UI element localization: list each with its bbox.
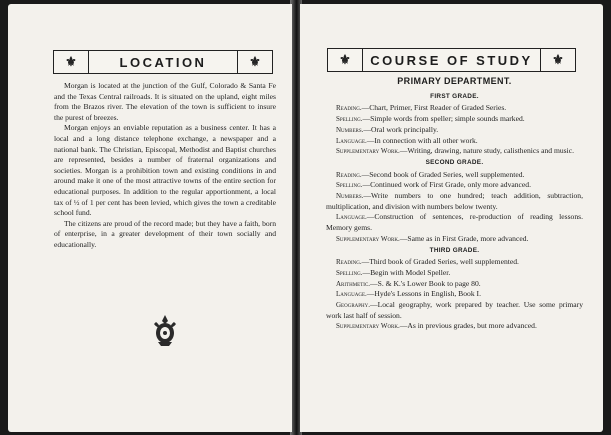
- subject-text: —Construction of sentences, re-production of reading lessons. Memory gems.: [326, 212, 583, 233]
- subject-label: Language.: [336, 290, 367, 299]
- subject-text: —In connection with all other work.: [366, 135, 478, 145]
- course-item: [326, 268, 583, 279]
- subject-text: —Continued work of First Grade, only more advanced.: [362, 180, 531, 190]
- course-item: [326, 103, 583, 114]
- fleur-de-lis-icon: ⚜: [54, 51, 89, 73]
- fleur-de-lis-icon: ⚜: [540, 49, 575, 71]
- subject-text: —Writing, drawing, nature study, calisthenics and music.: [399, 146, 575, 156]
- course-title: COURSE OF STUDY: [370, 52, 533, 68]
- location-paragraph: Morgan enjoys an enviable reputation as a business center. It has a local and a long distance telephone exchange, a newspaper and a national bank. The Christian, Episcopal, Methodist and Baptist churches are represented, besides a number of fraternal organizations and societies. Morgan is a prohibition town and existing conditions in and around make it one of the most attractive towns of the entire section for educational purposes. In addition to the regular apportionment, a local tax of ½ of 1 per cent has been levied, which gives the town a creditable school fund.: [54, 123, 276, 218]
- right-page: [300, 4, 603, 432]
- course-item: [326, 191, 583, 212]
- subject-label: Spelling.: [336, 115, 363, 124]
- course-item: [326, 125, 583, 136]
- location-paragraph: The citizens are proud of the record made; but they have a faith, born of enterprise, in a greater development of their town socially and educationally.: [54, 218, 276, 249]
- subject-label: Language.: [336, 213, 367, 222]
- subject-text: —Second book of Graded Series, well supplemented.: [361, 169, 525, 179]
- subject-label: Reading.: [336, 170, 362, 179]
- course-item: [326, 300, 583, 321]
- subject-label: Spelling.: [336, 181, 363, 190]
- subject-text: —Begin with Model Speller.: [362, 267, 451, 277]
- course-item: [326, 321, 583, 332]
- location-body: [54, 81, 276, 251]
- course-item: [326, 170, 583, 181]
- course-item: [326, 234, 583, 245]
- crest-ornament-icon: [147, 312, 183, 348]
- course-item: [326, 136, 583, 147]
- location-paragraph: Morgan is located at the junction of the Gulf, Colorado & Santa Fe and the Texas Central railroads. It is situated on the upland, eight miles from the Brazos river. The elevation of the town is sufficient to insure the purest of breezes.: [54, 81, 276, 122]
- subject-label: Arithmetic.: [336, 279, 371, 288]
- subject-text: —Write numbers to one hundred; teach addition, subtraction, multiplication, and division with numbers below twenty.: [326, 191, 583, 211]
- course-header: [327, 48, 576, 72]
- subject-text: —Third book of Graded Series, well supplemented.: [361, 257, 519, 267]
- subject-label: Supplementary Work.: [336, 234, 400, 243]
- subject-text: —Simple words from speller; simple sounds marked.: [362, 114, 525, 124]
- grade-heading: SECOND GRADE.: [425, 158, 484, 166]
- course-item: [326, 257, 583, 268]
- fleur-de-lis-icon: ⚜: [237, 51, 272, 73]
- subject-text: —As in previous grades, but more advanced.: [399, 321, 537, 331]
- subject-label: Numbers.: [336, 125, 364, 134]
- course-item: [326, 212, 583, 233]
- subject-text: —Local geography, work prepared by teacher. Use some primary work last half of session.: [326, 300, 583, 320]
- location-header: [53, 50, 273, 74]
- subject-text: —Chart, Primer, First Reader of Graded Series.: [361, 103, 507, 113]
- department-heading: PRIMARY DEPARTMENT.: [397, 76, 512, 86]
- subject-label: Language.: [336, 136, 367, 145]
- course-item: [326, 279, 583, 290]
- subject-text: —Hyde's Lessons in English, Book I.: [366, 289, 481, 299]
- subject-label: Reading.: [336, 258, 362, 267]
- course-item: [326, 180, 583, 191]
- subject-label: Reading.: [336, 104, 362, 113]
- course-item: [326, 114, 583, 125]
- left-page: [8, 4, 292, 432]
- subject-label: Supplementary Work.: [336, 147, 400, 156]
- subject-label: Geography.: [336, 301, 371, 310]
- course-item: [326, 289, 583, 300]
- fleur-de-lis-icon: ⚜: [328, 49, 363, 71]
- grade-heading: FIRST GRADE.: [430, 92, 479, 100]
- subject-label: Spelling.: [336, 268, 363, 277]
- course-item: [326, 146, 583, 157]
- subject-text: —Oral work principally.: [363, 124, 439, 134]
- subject-label: Supplementary Work.: [336, 322, 400, 331]
- location-title: LOCATION: [119, 54, 207, 70]
- subject-label: Numbers.: [336, 192, 364, 201]
- course-body: [326, 76, 583, 332]
- subject-text: —S. & K.'s Lower Book to page 80.: [370, 278, 481, 288]
- subject-text: —Same as in First Grade, more advanced.: [399, 233, 529, 243]
- grade-heading: THIRD GRADE.: [429, 246, 480, 254]
